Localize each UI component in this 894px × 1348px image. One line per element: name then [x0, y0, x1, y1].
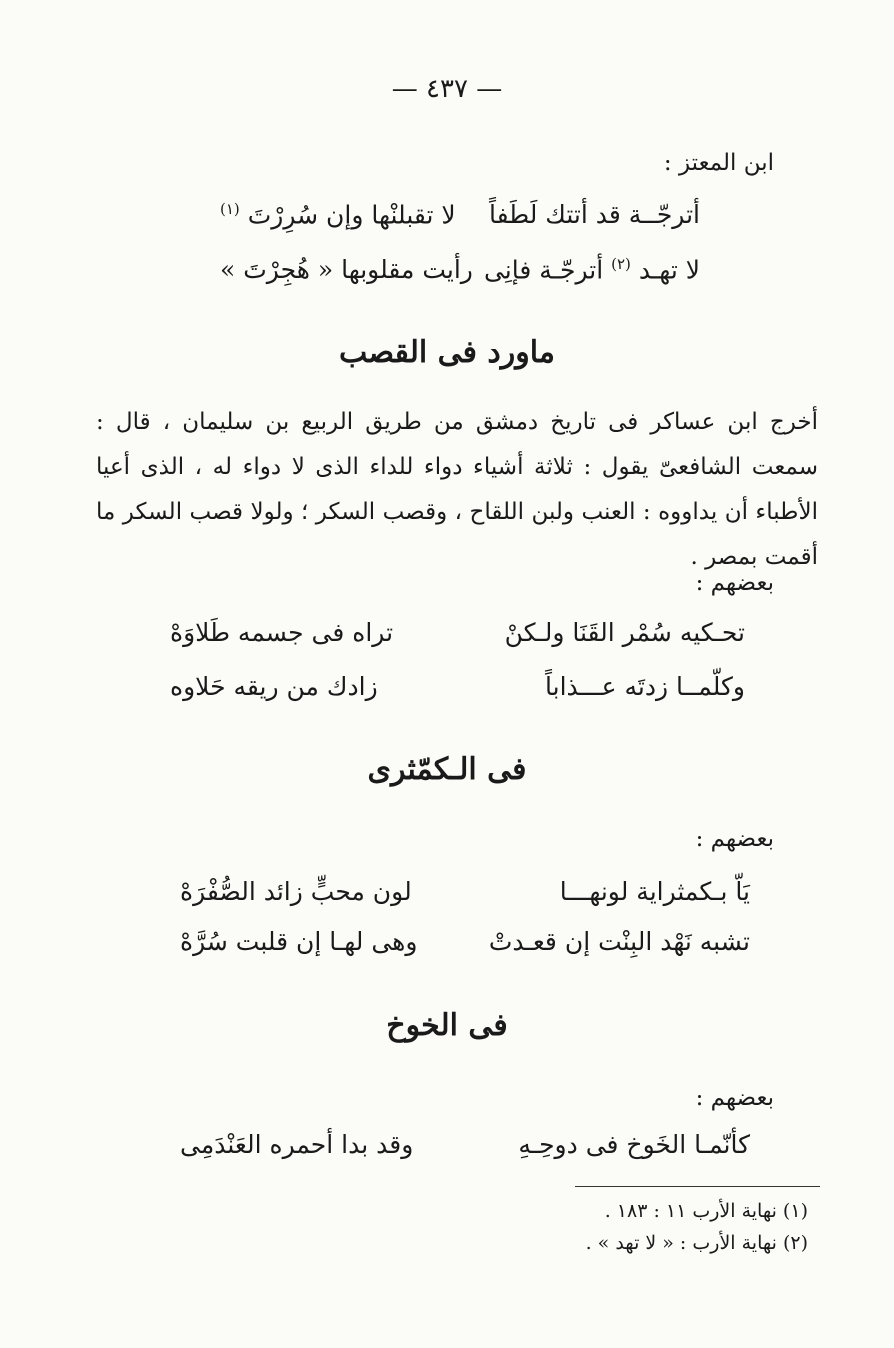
hemistich: لون محبٍّ زائد الصُّفْرَهْ [180, 877, 412, 906]
section-heading: فى الخوخ [386, 1008, 508, 1043]
verse-line [180, 877, 750, 906]
hemistich: زادك من ريقه حَلاوه [170, 672, 378, 701]
page-number: — ٤٣٧ — [391, 74, 503, 104]
verse-line [170, 618, 745, 647]
poet-label: ابن المعتز : [663, 150, 774, 176]
hemistich: لا تقبلنْها وإن سُرِرْتَ $^{(١)}$ [220, 200, 456, 230]
footnote: (٢) نهاية الأرب : « لا تهد » . [585, 1232, 808, 1254]
hemistich: تشبه نَهْد البِنْت إن قعـدتْ [488, 927, 750, 956]
hemistich: لا تهـد $^{(٢)}$ أترجّـة فإنِى [483, 255, 700, 285]
verse-line [170, 672, 745, 701]
poet-label: بعضهم : [695, 570, 774, 596]
verse-line [220, 200, 700, 229]
poet-label: بعضهم : [695, 826, 774, 852]
hemistich: تحـكيه سُمْر القَنَا ولـكنْ [504, 618, 745, 647]
verse-line [180, 1130, 750, 1159]
verse-line [220, 255, 700, 284]
section-heading: فى الـكمّثرى [367, 752, 527, 787]
footnote: (١) نهاية الأرب ١١ : ١٨٣ . [604, 1200, 808, 1222]
hemistich: وهى لهـا إن قلبت سُرَّهْ [180, 927, 418, 956]
hemistich: تراه فى جسمه طَلاوَهْ [170, 618, 394, 647]
hemistich: كأنّمـا الخَوخ فى دوحِـهِ [518, 1130, 750, 1159]
hemistich: رأيت مقلوبها « هُجِرْتَ » [220, 255, 473, 284]
section-heading: ماورد فى القصب [339, 335, 555, 370]
footnote-marker: (١) [220, 200, 240, 218]
verse-line [180, 927, 750, 956]
hemistich: يَاّ بـكمثراية لونهـــا [559, 877, 750, 906]
hemistich: وكلّمــا زدتَه عـــذاباً [545, 672, 745, 701]
hemistich: أترجّــة قد أتتك لَطَفاً [488, 200, 700, 229]
footnote-marker: (٢) [611, 255, 631, 273]
prose-paragraph: أخرج ابن عساكر فى تاريخ دمشق من طريق الربيع بن سليمان ، قال : سمعت الشافعىّ يقول : ثلاثة أشياء دواء للداء الذى لا دواء له ، الذى أعيا الأطباء أن يداووه : العنب ولبن اللقاح ، وقصب السكر ؛ ولولا قصب السكر ما أقمت بمصر . [96, 409, 819, 570]
footnote-rule [575, 1186, 820, 1187]
poet-label: بعضهم : [695, 1085, 774, 1111]
hemistich: وقد بدا أحمره العَنْدَمِى [180, 1130, 414, 1159]
